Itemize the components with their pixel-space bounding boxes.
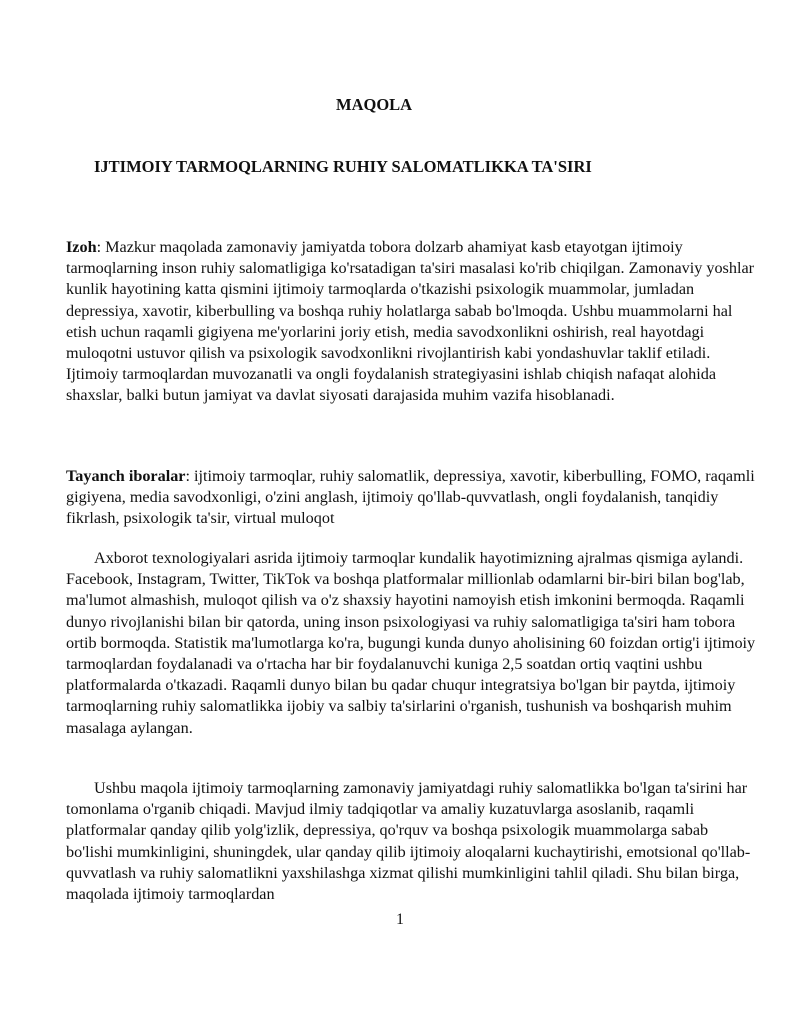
body-paragraph-2: Ushbu maqola ijtimoiy tarmoqlarning zamonaviy jamiyatdagi ruhiy salomatlikka bo'lgan ta'sirini har tomonlama o'rganib chiqadi. Mavjud ilmiy tadqiqotlar va amaliy kuzatuvlarga asoslanib, raqamli platformalar qanday qilib yolg'izlik, depressiya, qo'rquv va boshqa psixologik muammolarga sabab bo'lishi mumkinligini, shuningdek, ular qanday qilib ijtimoiy aloqalarni kuchaytirishi, emotsional qo'llab-quvvatlash va ruhiy salomatlikni yaxshilashga xizmat qilishi mumkinligini tahlil qiladi. Shu bilan birga, maqolada ijtimoiy tarmoqlardan [66, 779, 751, 904]
document-type-label: MAQOLA [336, 95, 413, 114]
article-title: IJTIMOIY TARMOQLARNING RUHIY SALOMATLIKKA TA'SIRI [94, 157, 592, 176]
abstract-label: Izoh [66, 238, 97, 256]
keywords-text: : ijtimoiy tarmoqlar, ruhiy salomatlik, depressiya, xavotir, kiberbulling, FOMO, raqamli gigiyena, media savodxonligi, o'zini anglash, ijtimoiy qo'llab-quvvatlash, ongli foydalanish, tanqidiy fikrlash, psixologik ta'sir, virtual muloqot [66, 467, 755, 528]
keywords-label: Tayanch iboralar [66, 467, 186, 485]
keywords-paragraph [66, 466, 756, 530]
body-paragraph-1: Axborot texnologiyalari asrida ijtimoiy tarmoqlar kundalik hayotimizning ajralmas qismiga aylandi. Facebook, Instagram, Twitter, TikTok va boshqa platformalar millionlab odamlarni bir-biri bilan bog'lab, ma'lumot almashish, muloqot qilish va o'z shaxsiy hayotini namoyish etish imkonini bermoqda. Raqamli dunyo rivojlanishi bilan bir qatorda, uning inson psixologiyasi va ruhiy salomatligiga ta'siri ham tobora ortib bormoqda. Statistik ma'lumotlarga ko'ra, bugungi kunda dunyo aholisining 60 foizdan ortig'i ijtimoiy tarmoqlardan foydalanadi va o'rtacha har bir foydalanuvchi kuniga 2,5 soatdan ortiq vaqtini ushbu platformalarda o'tkazadi. Raqamli dunyo bilan bu qadar chuqur integratsiya bo'lgan bir paytda, ijtimoiy tarmoqlarning ruhiy salomatlikka ijobiy va salbiy ta'sirlarini o'rganish, tushunish va boshqarish muhim masalaga aylangan. [66, 549, 756, 737]
page-number: 1 [396, 911, 404, 928]
abstract-text: : Mazkur maqolada zamonaviy jamiyatda tobora dolzarb ahamiyat kasb etayotgan ijtimoiy tarmoqlarning inson ruhiy salomatligiga ko'rsatadigan ta'siri masalasi ko'rib chiqilgan. Zamonaviy yoshlar kunlik hayotining katta qismini ijtimoiy tarmoqlarda o'tkazishi psixologik muammolar, jumladan depressiya, xavotir, kiberbulling va boshqa ruhiy holatlarga sabab bo'lmoqda. Ushbu muammolarni hal etish uchun raqamli gigiyena me'yorlarini joriy etish, media savodxonlikni oshirish, real hayotdagi muloqotni ustuvor qilish va psixologik savodxonlikni rivojlantirish kabi yondashuvlar taklif etiladi. Ijtimoiy tarmoqlardan muvozanatli va ongli foydalanish strategiyasini ishlab chiqish nafaqat alohida shaxslar, balki butun jamiyat va davlat siyosati darajasida muhim vazifa hisoblanadi. [66, 238, 755, 405]
abstract-paragraph [66, 237, 756, 407]
